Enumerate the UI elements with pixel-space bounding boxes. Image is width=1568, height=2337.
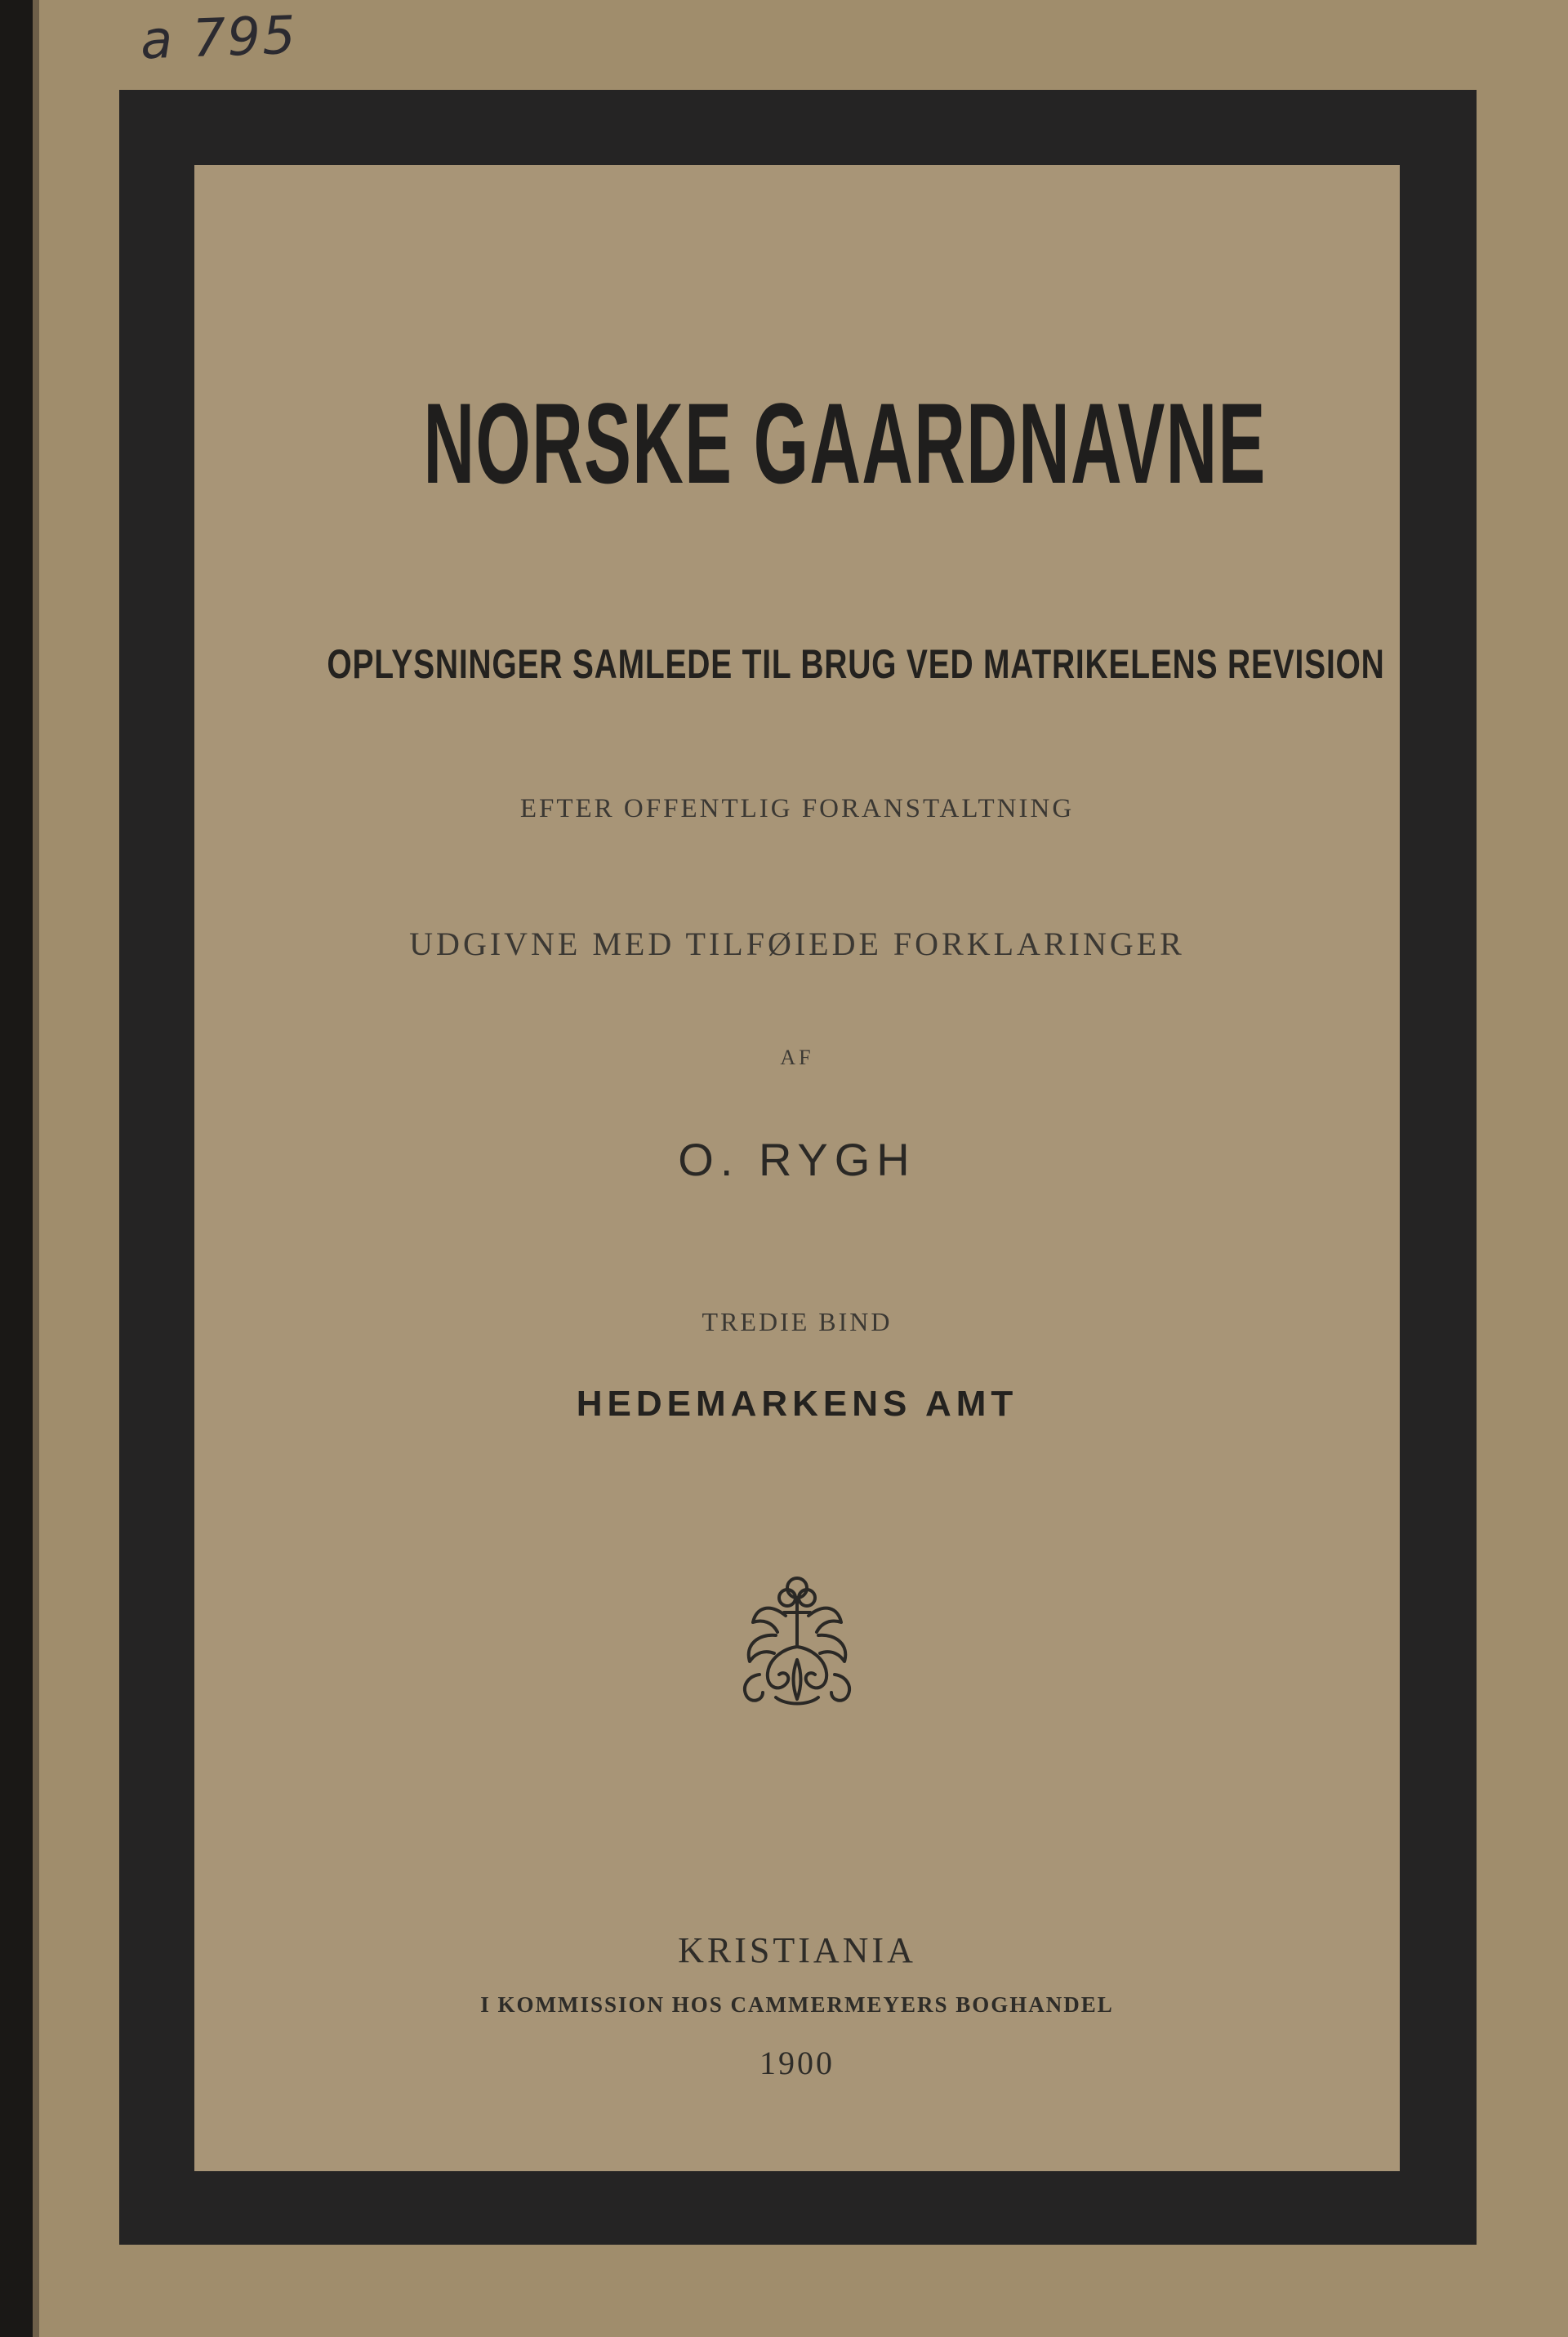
published-with-notes-line: UDGIVNE MED TILFØIEDE FORKLARINGER <box>409 925 1185 962</box>
book-spine <box>0 0 33 2337</box>
spine-edge <box>33 0 39 2337</box>
book-title: NORSKE GAARDNAVNE <box>423 379 1267 507</box>
title-panel <box>194 165 1400 2171</box>
book-subtitle: OPLYSNINGER SAMLEDE TIL BRUG VED MATRIKELENS REVISION <box>327 641 1385 687</box>
by-line: AF <box>780 1046 814 1069</box>
imprint-year: 1900 <box>760 2045 835 2081</box>
imprint-publisher: I KOMMISSION HOS CAMMERMEYERS BOGHANDEL <box>480 1992 1114 2017</box>
floral-cross-ornament-icon <box>727 1570 867 1710</box>
official-arrangement-line: EFTER OFFENTLIG FORANSTALTNING <box>519 794 1075 823</box>
region-title: HEDEMARKENS AMT <box>576 1384 1018 1424</box>
black-border-frame <box>119 90 1477 2245</box>
volume-label: TREDIE BIND <box>702 1307 893 1336</box>
handwritten-shelfmark: a 795 <box>139 5 298 72</box>
imprint-city: KRISTIANIA <box>678 1930 916 1970</box>
author-name: O. RYGH <box>678 1134 916 1185</box>
